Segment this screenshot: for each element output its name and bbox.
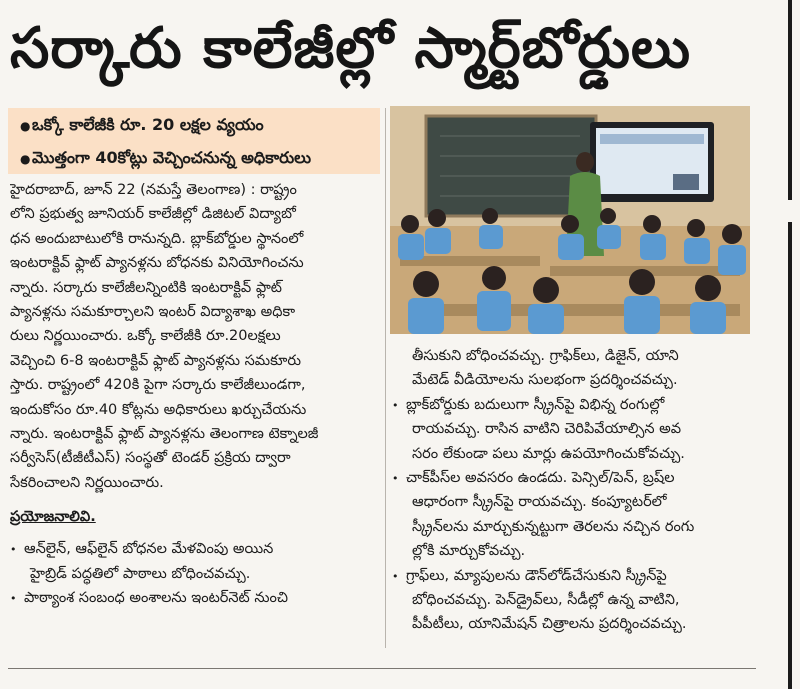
bullet-icon: ● <box>20 119 31 133</box>
benefit-line <box>392 466 752 490</box>
body-line: సర్వీసెస్(టీజీటీఎస్) సంస్థతో టెండర్ ప్రక్రియ ద్వారా <box>10 450 291 467</box>
benefit-text: ల్లోకి మార్చుకోవచ్చు. <box>412 543 526 560</box>
bottom-rule <box>8 668 756 669</box>
body-line: వెచ్చించి 6-8 ఇంటరాక్టివ్ ఫ్లాట్ ప్యానళ్లను సమకూరు <box>10 352 301 369</box>
benefit-text: పాఠ్యాంశ సంబంధ అంశాలను ఇంటర్‌నెట్ నుంచి <box>24 590 288 607</box>
body-line: స్తారు. రాష్ట్రంలో 420కి పైగా సర్కారు కాలేజీలుండగా, <box>10 377 306 394</box>
bullet-icon: • <box>10 543 17 557</box>
bullet-icon: • <box>392 569 399 583</box>
benefit-text: చాక్‌పీస్‌ల అవసరం ఉండదు. పెన్సిల్/పెన్, బ్రష్‌ల <box>406 469 675 486</box>
benefit-text: స్క్రీన్‌లను మార్చుకున్నట్టుగా తెరలను నచ్చిన రంగు <box>412 518 695 535</box>
spacer <box>10 495 382 505</box>
highlight-text: మొత్తంగా 40కోట్లు వెచ్చించనున్న అధికారులు <box>32 148 311 167</box>
right-edge-rule <box>788 0 792 689</box>
benefit-line <box>392 515 752 539</box>
benefit-line <box>10 562 382 586</box>
body-line: న్నారు. ఇంటరాక్టివ్ ఫ్లాట్ ప్యానళ్లను తెలంగాణ టెక్నాలజీ <box>10 425 319 442</box>
benefit-text: హైబ్రిడ్ పద్ధతిలో పాఠాలు బోధించవచ్చు. <box>30 565 251 582</box>
body-line: ఇందుకోసం రూ.40 కోట్లను అధికారులు ఖర్చుచేయను <box>10 401 307 418</box>
benefit-text: మేటెడ్ వీడియోలను సులభంగా ప్రదర్శించవచ్చు. <box>412 372 678 389</box>
body-line: న్నారు. సర్కారు కాలేజీలన్నింటికి ఇంటరాక్టివ్ ఫ్లాట్ <box>10 279 282 296</box>
body-line: లోని ప్రభుత్వ జూనియర్ కాలేజీల్లో డిజిటల్ విద్యాబో <box>10 206 296 223</box>
spacer <box>10 529 382 537</box>
benefit-line <box>392 564 752 588</box>
classroom-illustration <box>390 106 750 334</box>
body-line: సేకరించాలని నిర్ణయించారు. <box>10 474 164 491</box>
benefit-line <box>10 586 382 610</box>
benefit-text: తీసుకుని బోధించవచ్చు. గ్రాఫిక్‌లు, డిజైన్, యాని <box>412 348 679 364</box>
benefit-line <box>392 612 752 636</box>
article-body-left <box>10 178 382 611</box>
benefit-line <box>392 393 752 417</box>
benefit-line <box>392 417 752 441</box>
benefits-heading: ప్రయోజనాలివి. <box>10 509 96 526</box>
benefit-text: సరం లేకుండా పలు మార్లు ఉపయోగించుకోవచ్చు. <box>412 445 685 462</box>
body-line: ఇంటరాక్టివ్ ఫ్లాట్ ప్యానళ్లను బోధనకు వినియోగించను <box>10 255 304 272</box>
benefit-text: బ్లాక్‌బోర్డుకు బదులుగా స్క్రీన్‌పై విభిన్న రంగుల్లో <box>406 396 665 413</box>
highlight-item <box>8 141 380 174</box>
body-line: హైదరాబాద్, జూన్ 22 (నమస్తే తెలంగాణ) : రాష్ట్రం <box>10 182 297 198</box>
benefit-text: ఆన్‌లైన్, ఆఫ్‌లైన్ బోధనల మేళవింపు అయిన <box>24 541 274 558</box>
benefit-line <box>10 537 382 561</box>
benefit-line <box>392 588 752 612</box>
benefit-line <box>392 490 752 514</box>
bullet-icon: • <box>392 471 399 485</box>
benefit-text: బోధించవచ్చు. పెన్‌డ్రైవ్‌లు, సీడీల్లో ఉన్న వాటిని, <box>412 591 680 608</box>
bullet-icon: ● <box>20 152 31 166</box>
highlight-text: ఒక్కో కాలేజీకి రూ. 20 లక్షల వ్యయం <box>32 115 264 134</box>
highlights-box <box>8 108 380 174</box>
benefit-line <box>392 442 752 466</box>
bullet-icon: • <box>10 592 17 606</box>
body-line: రులు నిర్ణయించారు. ఒక్కో కాలేజీకి రూ.20లక్షలు <box>10 328 281 345</box>
classroom-photo <box>390 106 750 334</box>
body-line: ధన అందుబాటులోకి రానున్నది. బ్లాక్‌బోర్డుల స్థానంలో <box>10 230 304 247</box>
highlight-item <box>8 108 380 141</box>
benefit-text: గ్రాఫ్‌లు, మ్యాపులను డౌన్‌లోడ్‌చేసుకుని స్క్రీన్‌పై <box>406 567 667 584</box>
benefit-line <box>392 368 752 392</box>
benefit-text: ఆధారంగా స్క్రీన్‌పై రాయవచ్చు. కంప్యూటర్‌లో <box>412 494 667 511</box>
benefit-line <box>392 539 752 563</box>
bullet-icon: • <box>392 398 399 412</box>
column-divider <box>385 108 386 648</box>
body-line: ప్యానళ్లను సమకూర్చాలని ఇంటర్ విద్యాశాఖ అధికా <box>10 303 296 320</box>
benefit-text: పీపీటీలు, యానిమేషన్ చిత్రాలను ప్రదర్శించవచ్చు. <box>412 616 687 633</box>
article-body-right <box>392 344 752 637</box>
benefit-line <box>392 344 752 368</box>
benefit-text: రాయవచ్చు. రాసిన వాటిని చెరిపివేయాల్సిన అవ <box>412 421 682 438</box>
headline: సర్కారు కాలేజీల్లో స్మార్ట్‌బోర్డులు <box>10 16 692 81</box>
